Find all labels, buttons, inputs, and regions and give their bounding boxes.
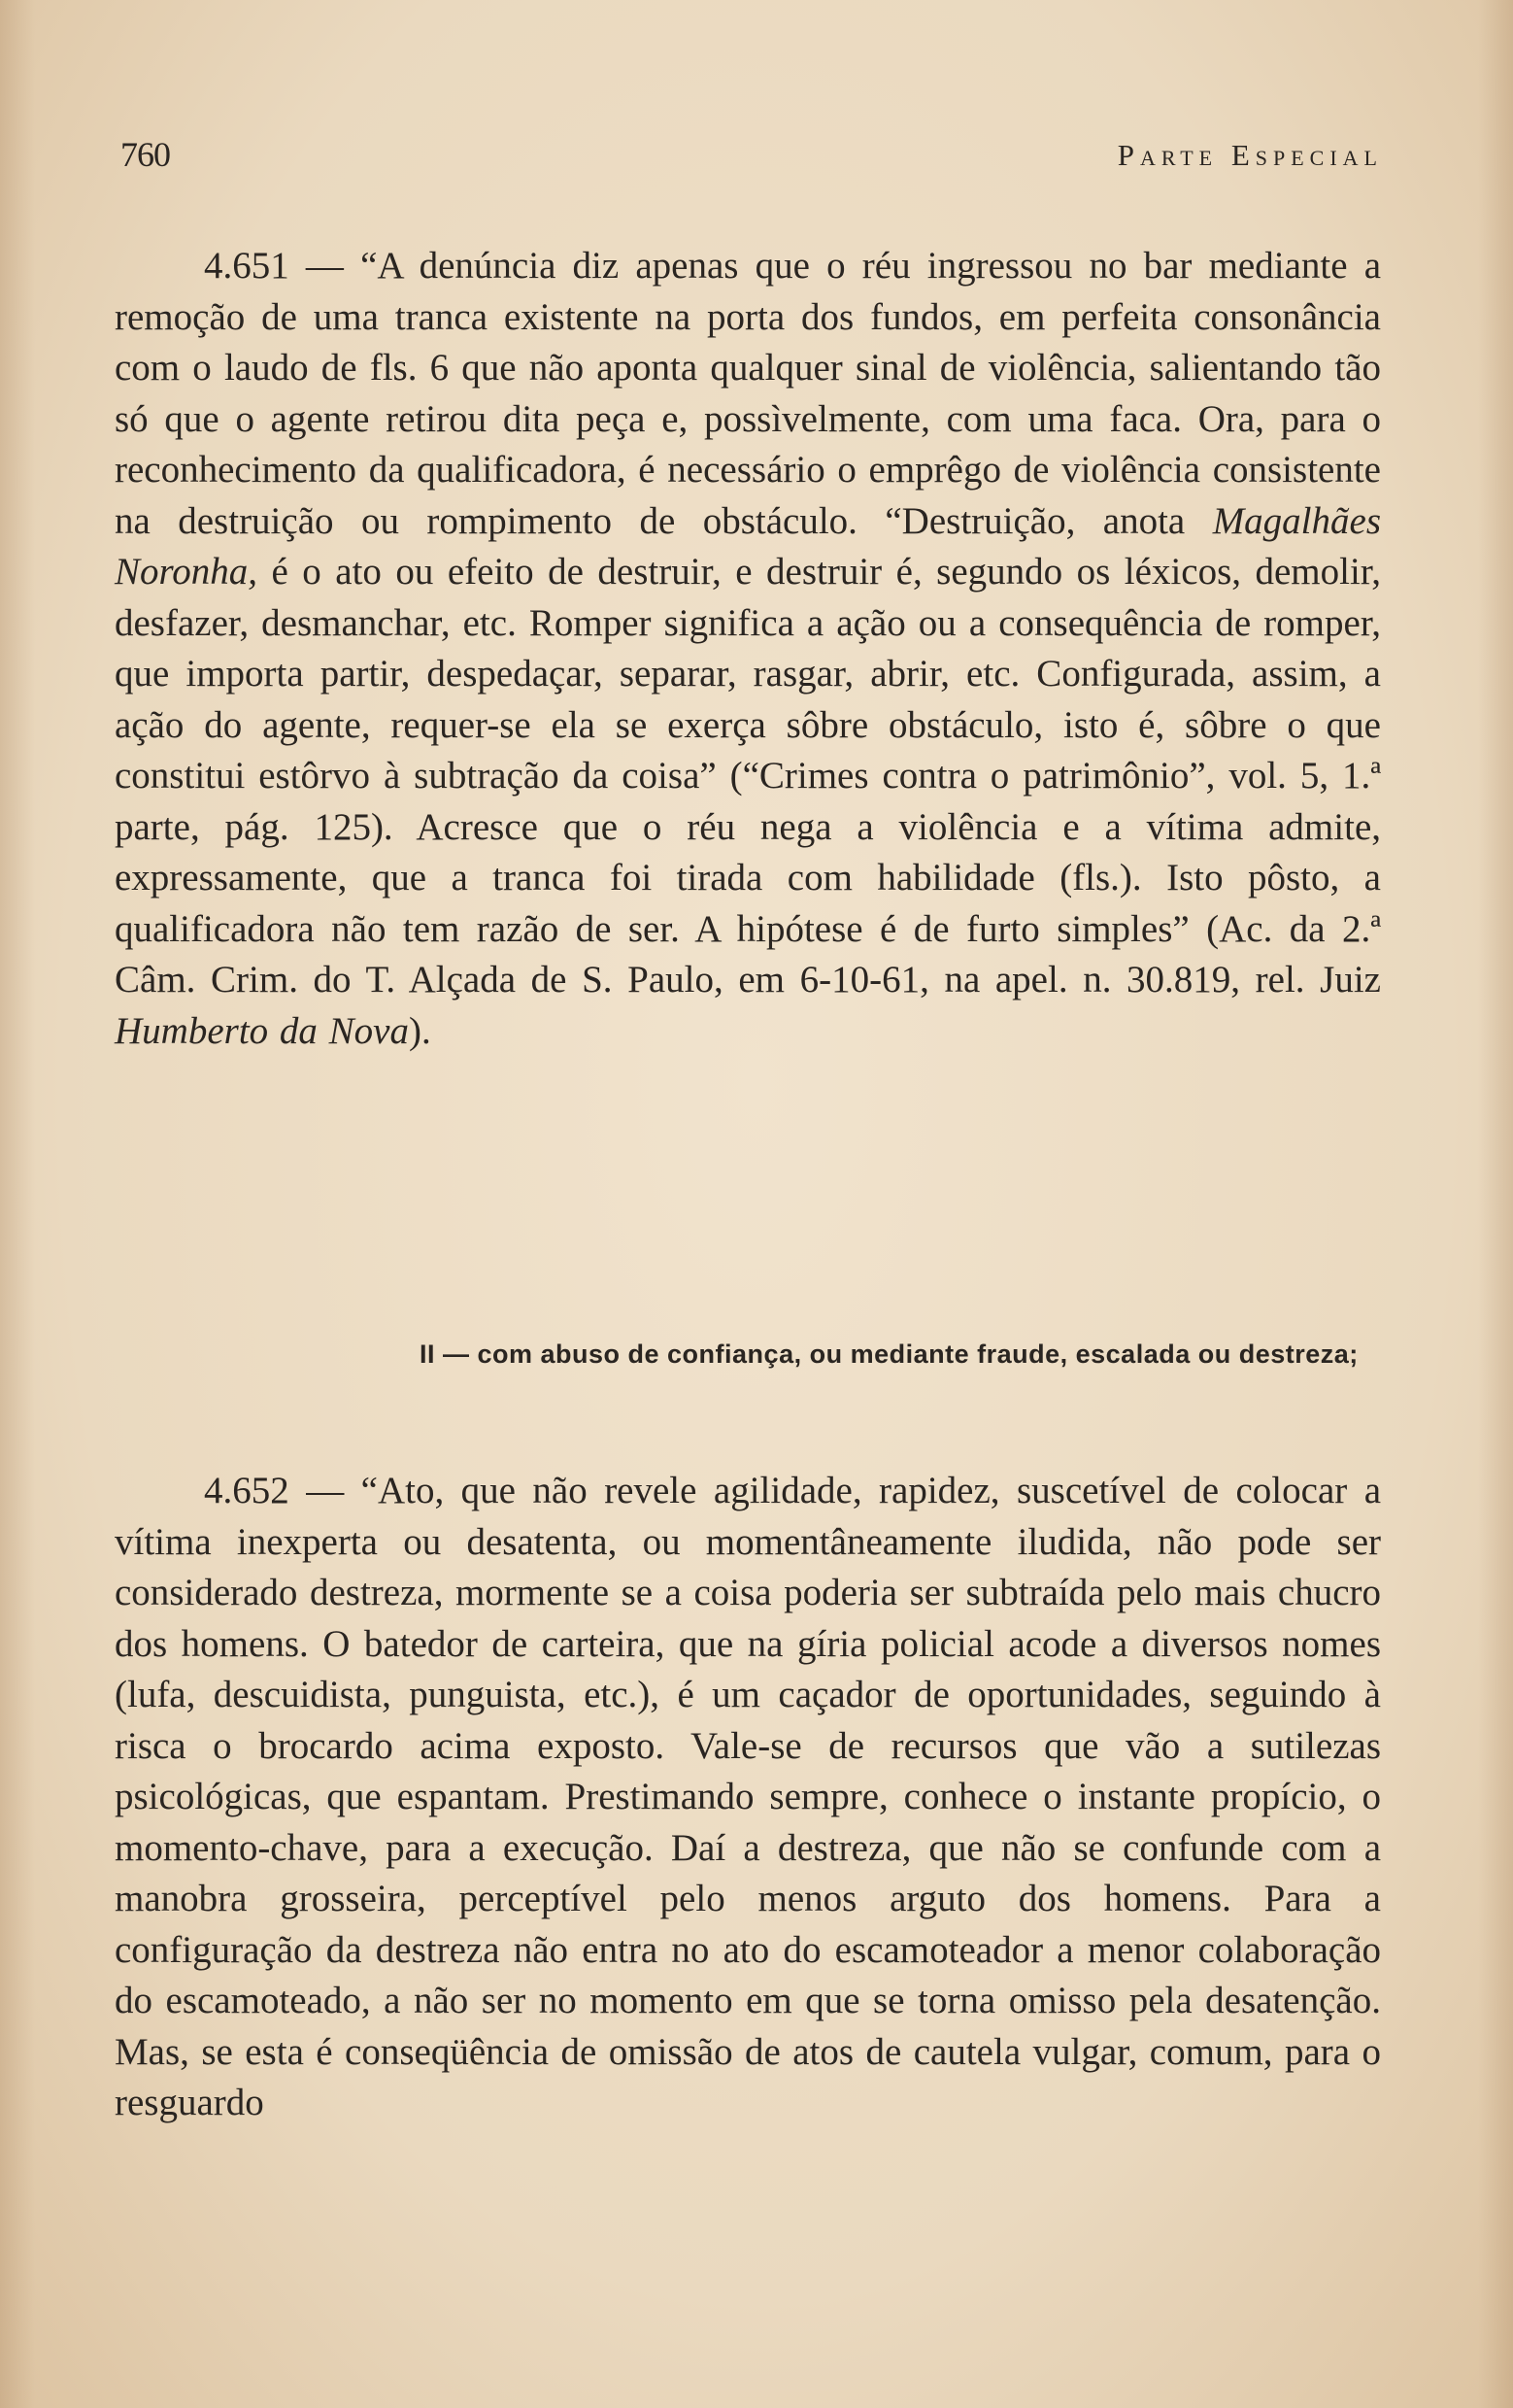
cited-author: Magalhães Noronha, xyxy=(115,499,1381,593)
paragraph-number: 4.652 xyxy=(204,1470,289,1511)
page-number: 760 xyxy=(120,135,170,174)
paragraph-4652 xyxy=(115,1466,1381,2129)
paragraph-dash: — “ xyxy=(288,1470,378,1511)
page-header xyxy=(120,134,1383,183)
paragraph-number: 4.651 xyxy=(204,245,289,287)
page-edge-shadow-left xyxy=(0,0,35,2408)
judge-name: Humberto da Nova xyxy=(115,1009,409,1052)
paragraph-text: A denúncia diz apenas que o réu ingressou no bar mediante a remoção de uma tranca existente na porta dos fundos, em perfeita consonância com o laudo de fls. 6 que não aponta qualquer sinal de violência, salientando tão só que o agente retirou dita peça e, possìvelmente, com uma faca. Ora, para o reconhecimento da qualificadora, é necessário o emprêgo de violência consistente na destruição ou rompimento de obstáculo. “Destruição, anota xyxy=(115,245,1382,542)
paragraph-dash: — “ xyxy=(288,245,378,287)
paragraph-text: ). xyxy=(408,1009,431,1052)
page-edge-shadow-right xyxy=(1478,0,1513,2408)
running-head: Parte Especial xyxy=(1117,138,1383,172)
paragraph-text: Ato, que não revele agilidade, rapidez, suscetível de colocar a vítima inexperta ou desatenta, ou momentâneamente iludida, não pode ser considerado destreza, mormente se a coisa poderia ser subtraída pelo mais chucro dos homens. O batedor de carteira, que na gíria policial acode a diversos nomes (lufa, descuidista, punguista, etc.), é um caçador de oportunidades, seguindo à risca o brocardo acima exposto. Vale-se de recursos que vão a sutilezas psicológicas, que espantam. Prestimando sempre, conhece o instante propício, o momento-chave, para a execução. Daí a destreza, que não se confunde com a manobra grosseira, perceptível pelo menos arguto dos homens. Para a configuração da destreza não entra no ato do escamoteador a menor colaboração do escamoteado, a não ser no momento em que se torna omisso pela desatenção. Mas, se esta é conseqüência de omissão de atos de cautela vulgar, comum, para o resguardo xyxy=(115,1470,1381,2123)
paragraph-text: é o ato ou efeito de destruir, e destruir é, segundo os léxicos, demolir, desfazer, desmanchar, etc. Romper significa a ação ou a consequência de romper, que importa partir, despedaçar, separar, rasgar, abrir, etc. Configurada, assim, a ação do agente, requer-se ela se exerça sôbre obstáculo, isto é, sôbre o que constitui estôrvo à subtração da coisa” (“Crimes contra o patrimônio”, vol. 5, 1.ª parte, pág. 125). Acresce que o réu nega a violência e a vítima admite, expressamente, que a tranca foi tirada com habilidade (fls.). Isto pôsto, a qualificadora não tem razão de ser. A hipótese é de furto simples” (Ac. da 2.ª Câm. Crim. do T. Alçada de S. Paulo, em 6-10-61, na apel. n. 30.819, rel. Juiz xyxy=(115,551,1381,1001)
section-heading: II — com abuso de confiança, ou mediante fraude, escalada ou destreza; xyxy=(420,1340,1359,1369)
paragraph-4651 xyxy=(115,241,1381,1057)
